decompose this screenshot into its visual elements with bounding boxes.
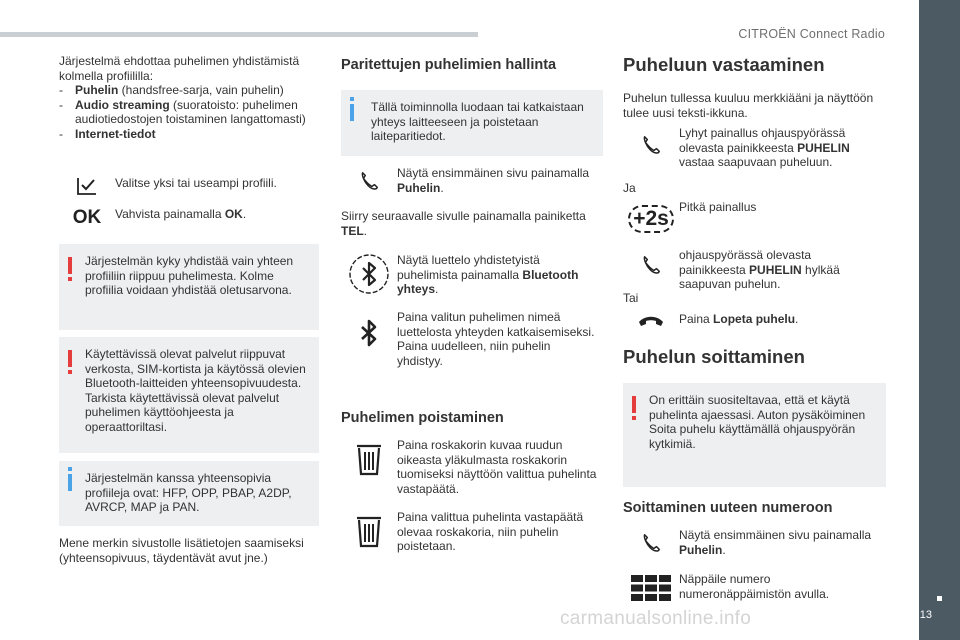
warning-icon [68,257,72,274]
heading-make-call: Puhelun soittaminen [623,346,805,367]
long-press-row: +2s Pitkä painallus [623,200,886,233]
page-number: 13 [919,609,932,621]
warning-note-2: Käytettävissä olevat palvelut riippuvat verkosta, SIM-kortista ja käytössä olevien Bluetooth-laitteiden yhteensopivuudesta. Tarkista käytettävissä olevat palvelut puhelimen käyttöohjeesta ja operaattoriltasi. [59,337,319,453]
or-text: Tai [623,291,639,305]
or-text: Ja [623,181,636,195]
confirm-row: OK Vahvista painamalla OK. [59,207,319,229]
info-icon [68,474,72,491]
new-number-step-1: Näytä ensimmäinen sivu painamalla Puhelin. [623,528,886,557]
info-note: Järjestelmän kanssa yhteensopivia profiileja ovat: HFP, OPP, PBAP, A2DP, AVRCP, MAP ja PAN. [59,461,319,526]
profile-list [59,83,319,141]
warning-note: On erittäin suositeltavaa, että et käytä puhelinta ajaessasi. Auton pysäköiminen Soita puhelu käyttämällä ohjauspyörän kytkimiä. [623,383,886,487]
profile-item: - Puhelin (handsfree-sarja, vain puhelin) [59,83,319,98]
warning-icon [632,396,636,413]
info-note: Tällä toiminnolla luodaan tai katkaistaan yhteys laitteeseen ja poistetaan laiteparitiedot. [341,90,603,156]
side-strip [919,0,960,640]
phone-icon [623,528,679,557]
profile-item: - Audio streaming (suoratoisto: puhelimen audiotiedostojen toistaminen langattomasti) [59,98,319,127]
trash-icon [341,510,397,554]
phone-icon [623,126,679,170]
select-profile-row: Valitse yksi tai useampi profiili. [59,176,319,196]
phone-icon [623,248,679,292]
new-number-step-2: Näppäile numero numeronäppäimistön avulla. [623,572,886,601]
profiles-intro: Järjestelmä ehdottaa puhelimen yhdistämistä kolmella profiililla: - Puhelin (handsfree-sarja, vain puhelin) - Audio streaming (suoratoisto: puhelimen audiotiedostojen toistaminen langattomasti) - Internet-tiedot [59,54,319,142]
warning-icon [68,350,72,367]
step-disconnect: Paina valitun puhelimen nimeä luettelosta yhteyden katkaisemiseksi. Paina uudelleen, niin puhelin yhdistyy. [341,310,603,368]
step-delete-2: Paina valittua puhelinta vastapäätä olevaa roskakoria, niin puhelin poistetaan. [341,510,603,554]
heading-new-number: Soittaminen uuteen numeroon [623,500,833,516]
warning-note-1: Järjestelmän kyky yhdistää vain yhteen profiiliin riippuu puhelimesta. Kolme profiilia voidaan yhdistää oletusarvona. [59,244,319,330]
bluetooth-icon [341,310,397,368]
answer-intro: Puhelun tullessa kuuluu merkkiääni ja näyttöön tulee uusi teksti-ikkuna. [623,91,874,120]
hangup-row: Paina Lopeta puhelu. [623,312,886,328]
heading-answer-call: Puheluun vastaaminen [623,54,825,75]
heading-delete-phone: Puhelimen poistaminen [341,410,504,426]
step-show-phone: Näytä ensimmäinen sivu painamalla Puhelin. [341,166,603,195]
profile-item: - Internet-tiedot [59,127,319,142]
next-page-text: Siirry seuraavalle sivulle painamalla painiketta TEL. [341,209,586,238]
brand-title: CITROËN Connect Radio [738,27,885,41]
info-icon [350,104,354,121]
trash-icon [341,438,397,496]
heading-paired-phones: Paritettujen puhelimien hallinta [341,57,557,73]
ok-icon: OK [72,207,102,228]
phone-icon [341,166,397,195]
side-dot [937,596,942,601]
checkbox-icon [59,176,115,196]
two-seconds-icon: +2s [623,200,679,233]
bluetooth-circle-icon [341,253,397,297]
more-info-text: Mene merkin sivustolle lisätietojen saamiseksi (yhteensopivuus, täydentävät avut jne.) [59,536,304,565]
hang-up-icon [623,312,679,328]
step-bluetooth-list: Näytä luettelo yhdistetyistä puhelimista painamalla Bluetooth yhteys. [341,253,603,297]
answer-short-press: Lyhyt painallus ohjauspyörässä olevasta painikkeesta PUHELIN vastaa saapuvaan puheluun. [623,126,886,170]
keypad-icon [623,572,679,601]
watermark: carmanualsonline.info [560,608,752,629]
step-delete-1: Paina roskakorin kuvaa ruudun oikeasta yläkulmasta roskakorin tuomiseksi näyttöön valittua puhelinta vastapäätä. [341,438,603,496]
header-bar [0,32,478,37]
reject-row: ohjauspyörässä olevasta painikkeesta PUHELIN hylkää saapuvan puhelun. [623,248,886,292]
